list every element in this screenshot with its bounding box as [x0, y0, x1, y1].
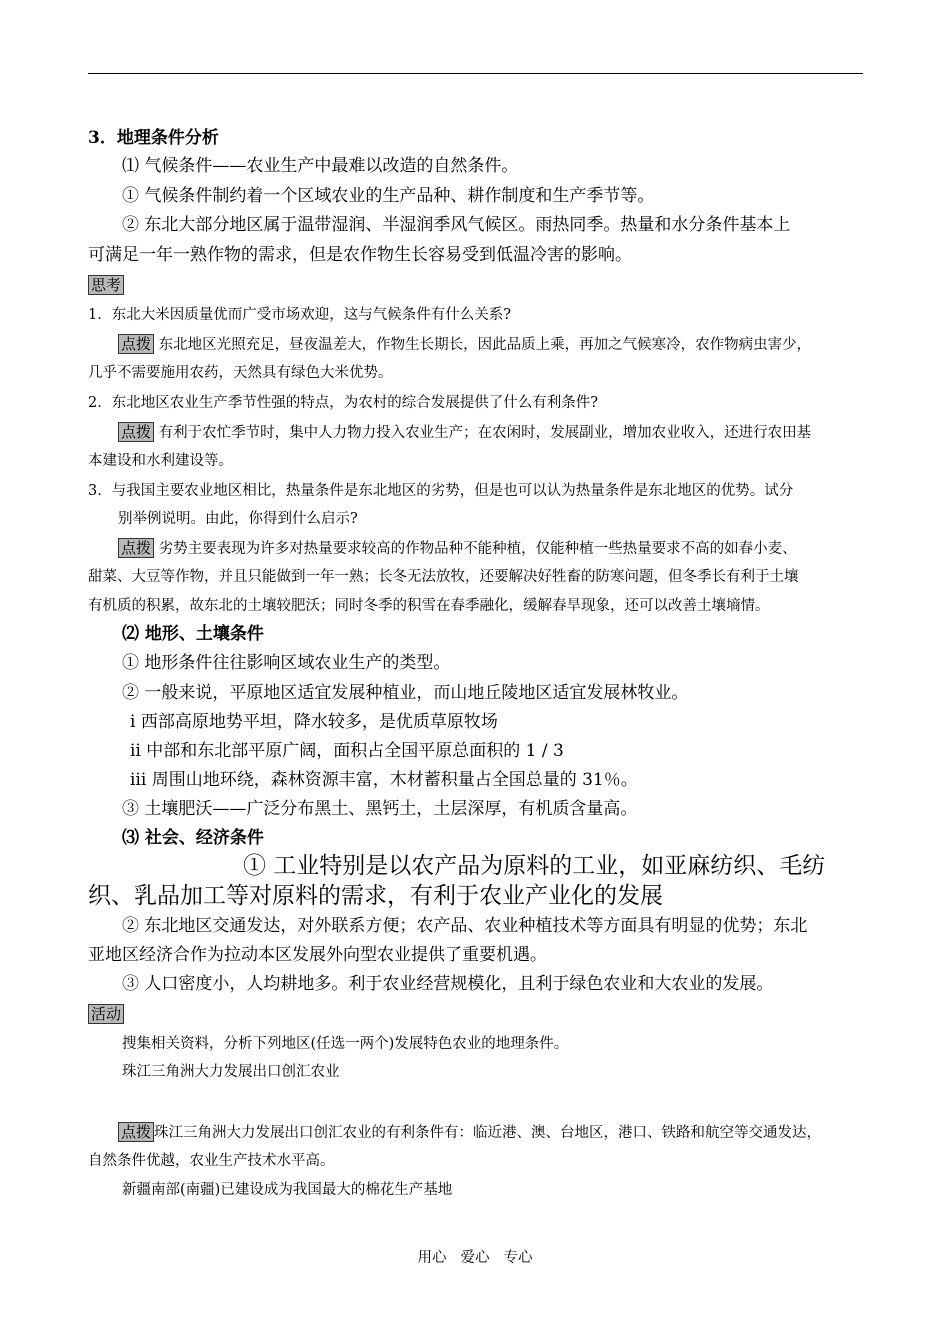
social-point-3: ③ 人口密度小，人均耕地多。利于农业经营规模化，且利于绿色农业和大农业的发展。 [122, 974, 774, 994]
terrain-point-1: ① 地形条件往往影响区域农业生产的类型。 [122, 653, 451, 673]
activity-hint: 点拨 珠江三角洲大力发展出口创汇农业的有利条件有：临近港、澳、台地区，港口、铁路和航空等交通发达， [118, 1122, 821, 1143]
section-heading: 3．地理条件分析 [88, 128, 219, 148]
footer-word: 用心 [417, 1250, 447, 1266]
terrain-point-3: ③ 土壤肥沃——广泛分布黑土、黑钙土，土层深厚，有机质含量高。 [122, 799, 638, 819]
hint-2: 点拨 有利于农忙季节时，集中人力物力投入农业生产；在农闲时，发展副业，增加农业收入，还进行农田基 [118, 422, 811, 443]
climate-title: ⑴ 气候条件——农业生产中最难以改造的自然条件。 [122, 156, 519, 176]
hint-label: 点拨 [118, 1122, 154, 1142]
climate-point-2: ② 东北大部分地区属于温带湿润、半湿润季风气候区。雨热同季。热量和水分条件基本上 [122, 215, 791, 235]
social-point-1-cont: 织、乳品加工等对原料的需求，有利于农业产业化的发展 [88, 883, 663, 909]
activity-hint-cont: 自然条件优越，农业生产技术水平高。 [88, 1153, 335, 1169]
question-3: 3．与我国主要农业地区相比，热量条件是东北地区的劣势，但是也可以认为热量条件是东北地区的优势。试分 [88, 483, 794, 499]
hint-1-cont: 几乎不需要施用农药，天然具有绿色大米优势。 [88, 365, 393, 381]
hint-3-cont-2: 有机质的积累，故东北的土壤较肥沃；同时冬季的积雪在春季融化，缓解春旱现象，还可以改善土壤墒情。 [88, 598, 770, 614]
question-1: 1．东北大米因质量优而广受市场欢迎，这与气候条件有什么关系? [88, 307, 511, 323]
think-label: 思考 [88, 275, 124, 296]
hint-label: 点拨 [118, 334, 154, 354]
hint-2-cont: 本建设和水利建设等。 [88, 453, 233, 469]
hint-label: 点拨 [118, 538, 154, 558]
footer-word: 爱心 [460, 1250, 490, 1266]
hint-3: 点拨 劣势主要表现为许多对热量要求较高的作物品种不能种植，仅能种植一些热量要求不高的如春小麦、 [118, 538, 797, 559]
climate-point-1: ① 气候条件制约着一个区域农业的生产品种、耕作制度和生产季节等。 [122, 186, 655, 206]
question-3-cont: 别举例说明。由此，你得到什么启示? [118, 511, 358, 527]
activity-item-2: 新疆南部(南疆)已建设成为我国最大的棉花生产基地 [122, 1182, 453, 1198]
climate-point-2-cont: 可满足一年一熟作物的需求，但是农作物生长容易受到低温冷害的影响。 [88, 245, 632, 265]
terrain-title: ⑵ 地形、土壤条件 [122, 624, 264, 644]
social-title: ⑶ 社会、经济条件 [122, 828, 264, 848]
social-point-2-cont: 亚地区经济合作为拉动本区发展外向型农业提供了重要机遇。 [88, 945, 547, 965]
social-point-2: ② 东北地区交通发达，对外联系方便；农产品、农业种植技术等方面具有明显的优势；东北 [122, 916, 808, 936]
social-point-1: ① 工业特别是以农产品为原料的工业，如亚麻纺织、毛纺 [243, 853, 826, 879]
question-2: 2．东北地区农业生产季节性强的特点，为农村的综合发展提供了什么有利条件? [88, 395, 598, 411]
terrain-point-2: ② 一般来说，平原地区适宜发展种植业，而山地丘陵地区适宜发展林牧业。 [122, 683, 689, 703]
hint-3-cont-1: 甜菜、大豆等作物，并且只能做到一年一熟；长冬无法放牧，还要解决好牲畜的防寒问题，但冬季长有利于土壤 [88, 569, 799, 585]
hint-label: 点拨 [118, 422, 154, 442]
header-rule [88, 73, 863, 74]
footer-word: 专心 [503, 1250, 533, 1266]
terrain-item-1: ⅰ 西部高原地势平坦，降水较多，是优质草原牧场 [130, 712, 498, 732]
activity-intro: 搜集相关资料，分析下列地区(任选一两个)发展特色农业的地理条件。 [122, 1036, 569, 1052]
hint-1: 点拨 东北地区光照充足，昼夜温差大，作物生长期长，因此品质上乘，再加之气候寒冷，农作物病虫害少， [118, 334, 811, 355]
activity-item-1: 珠江三角洲大力发展出口创汇农业 [122, 1064, 340, 1080]
terrain-item-2: ⅱ 中部和东北部平原广阔，面积占全国平原总面积的 1 / 3 [130, 741, 564, 761]
activity-label: 活动 [88, 1004, 124, 1025]
terrain-item-3: ⅲ 周围山地环绕，森林资源丰富，木材蓄积量占全国总量的 31％。 [130, 770, 638, 790]
page-footer [0, 1246, 950, 1267]
